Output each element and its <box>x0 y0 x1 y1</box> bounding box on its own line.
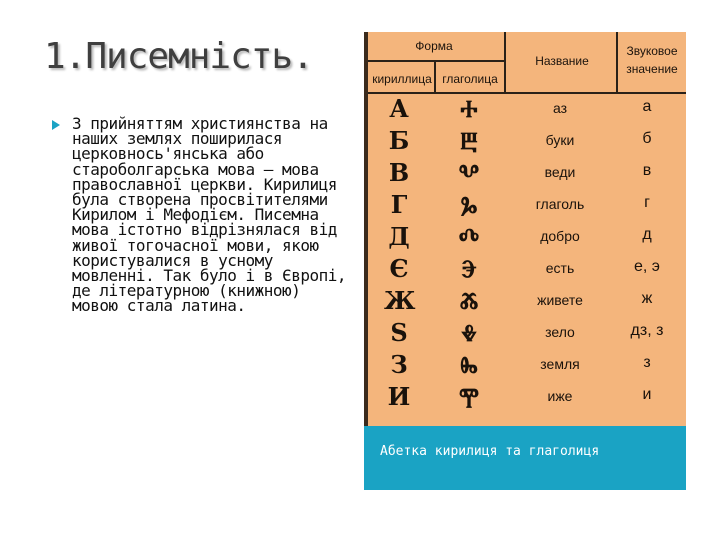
glagolitic-letter: Ⰳ <box>460 190 478 219</box>
bullet-item <box>52 116 352 314</box>
letter-sound: и <box>642 386 652 403</box>
letter-name: живете <box>537 292 583 308</box>
letter-name: иже <box>547 388 573 404</box>
letter-sound: а <box>642 98 652 115</box>
letter-name: буки <box>545 132 575 148</box>
letter-sound: дз, з <box>630 322 664 339</box>
cyrillic-letter: Д <box>388 222 410 251</box>
glagolitic-letter: Ⰴ <box>458 222 480 251</box>
figure-caption-box <box>364 426 686 490</box>
letter-sound: е, э <box>634 258 660 275</box>
header-bottom-border <box>368 92 686 94</box>
letter-name: зело <box>545 324 575 340</box>
letter-sound: з <box>643 354 651 371</box>
figure-caption: Абетка кирилиця та глаголиця <box>380 444 600 459</box>
form-col-divider <box>434 60 436 94</box>
alphabet-figure <box>364 32 686 490</box>
glagolitic-letter: Ⰹ <box>458 382 480 411</box>
letter-sound: г <box>644 194 650 211</box>
cyrillic-letter: Є <box>389 254 409 283</box>
letter-sound: б <box>642 130 652 147</box>
letter-name: есть <box>545 260 575 276</box>
letter-name: глаголь <box>535 196 585 212</box>
letter-name: добро <box>540 228 580 244</box>
bullet-text: З прийняттям християнства на наших землях поширилася церковнось'янська або староболгарська мова – мова православної церкви. Кирилиця була створена просвітителями Кирилом і Мефодієм. Писемна мова істотно відрізнялася від живої тогочасної мови, якою користувалися в усному мовленні. Так було і в Європі, де літературною (книжною) мовою стала латина. <box>72 114 346 316</box>
name-col-divider <box>504 32 506 94</box>
glagolitic-letter: Ⰱ <box>460 126 478 155</box>
letter-name: аз <box>552 100 568 116</box>
bullet-arrow-icon <box>52 120 60 130</box>
header-zvukovoe: Звуковое <box>626 44 678 58</box>
alphabet-table <box>364 32 686 426</box>
glagolitic-letter: Ⰷ <box>461 318 477 347</box>
glagolitic-letter: Ⰸ <box>460 350 478 379</box>
header-forma: Форма <box>415 39 453 53</box>
letter-name: веди <box>544 164 576 180</box>
glagolitic-letter: Ⰲ <box>458 158 480 187</box>
letter-sound: ж <box>641 290 653 307</box>
glagolitic-letter: Ⰰ <box>460 94 478 123</box>
sound-col-divider <box>616 32 618 94</box>
cyrillic-letter: А <box>389 94 409 123</box>
header-divider <box>368 60 504 62</box>
header-kyrylytsia: кириллица <box>372 72 432 86</box>
header-hlaholytsia: глаголица <box>442 72 498 86</box>
cyrillic-letter: Ж <box>384 286 416 315</box>
letter-sound: в <box>642 162 652 179</box>
glagolitic-letter: Ⰵ <box>461 254 477 283</box>
cyrillic-letter: Г <box>390 190 408 219</box>
letter-sound: д <box>642 226 652 243</box>
cyrillic-letter: З <box>390 350 408 379</box>
glagolitic-letter: Ⰶ <box>459 286 479 315</box>
slide-title: 1.Писемність. <box>44 36 313 77</box>
cyrillic-letter: И <box>387 382 411 411</box>
cyrillic-letter: В <box>388 158 410 187</box>
cyrillic-letter: Ѕ <box>390 318 408 347</box>
letter-name: земля <box>540 356 580 372</box>
header-znachenie: значение <box>626 62 678 76</box>
header-nazvanie: Название <box>535 54 589 68</box>
cyrillic-letter: Б <box>388 126 410 155</box>
